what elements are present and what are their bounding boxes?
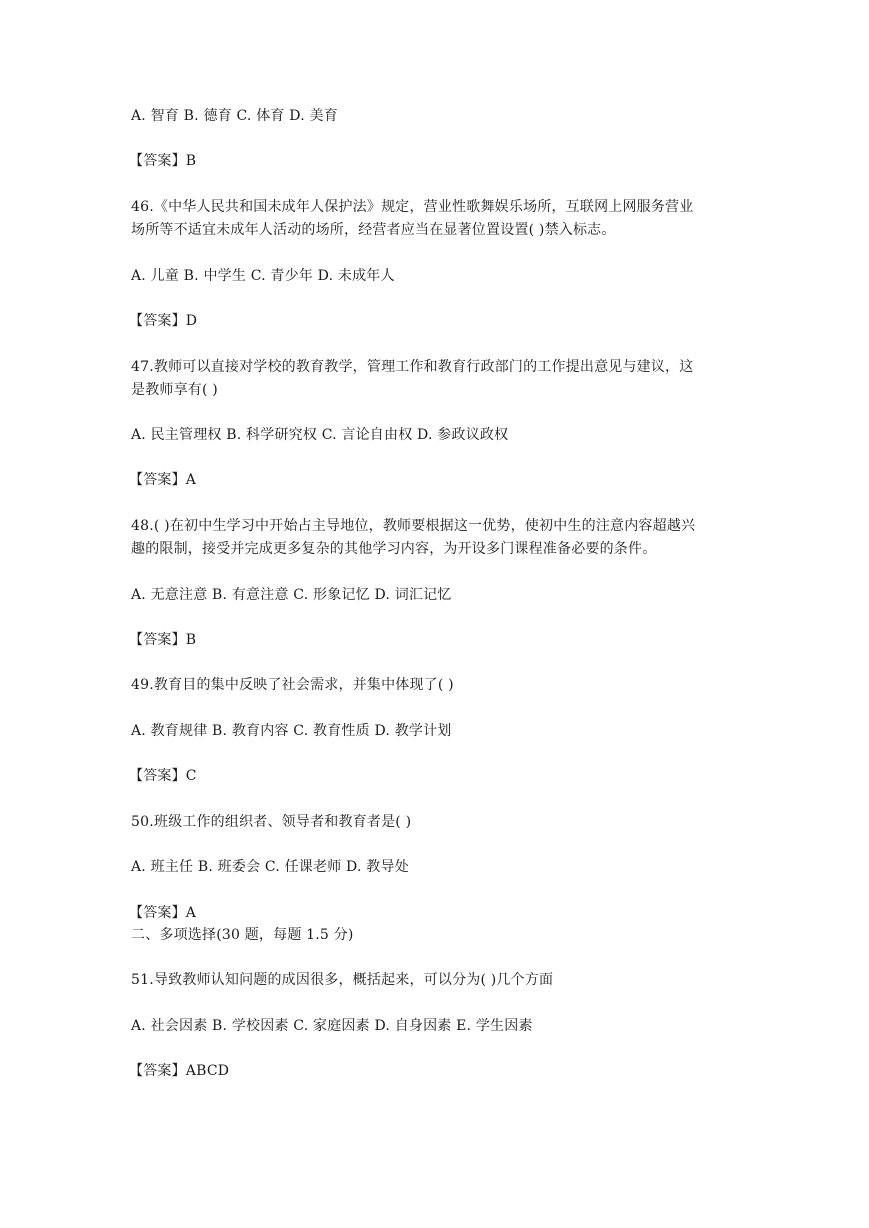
options-q49: A. 教育规律 B. 教育内容 C. 教育性质 D. 教学计划 [131,723,452,739]
answer-q49: 【答案】C [129,768,197,784]
question-47-line-2: 是教师享有( ) [131,382,218,398]
question-49: 49.教育目的集中反映了社会需求，并集中体现了( ) [131,677,454,693]
answer-q46: 【答案】D [129,313,198,329]
options-q50: A. 班主任 B. 班委会 C. 任课老师 D. 教导处 [131,859,409,875]
answer-q51: 【答案】ABCD [129,1063,230,1079]
options-q46: A. 儿童 B. 中学生 C. 青少年 D. 未成年人 [131,268,395,284]
question-50: 50.班级工作的组织者、领导者和教育者是( ) [131,814,412,830]
answer-q48: 【答案】B [129,632,197,648]
options-q45: A. 智育 B. 德育 C. 体育 D. 美育 [131,108,338,124]
answer-q45: 【答案】B [129,153,197,169]
question-48-line-2: 趣的限制，接受并完成更多复杂的其他学习内容，为开设多门课程准备必要的条件。 [131,541,657,557]
options-q48: A. 无意注意 B. 有意注意 C. 形象记忆 D. 词汇记忆 [131,587,452,603]
answer-q50: 【答案】A [129,905,197,921]
question-51: 51.导致教师认知问题的成因很多，概括起来，可以分为( )几个方面 [131,972,554,988]
question-46-line-1: 46.《中华人民共和国未成年人保护法》规定，营业性歌舞娱乐场所，互联网上网服务营业 [131,199,694,215]
options-q47: A. 民主管理权 B. 科学研究权 C. 言论自由权 D. 参政议政权 [131,427,509,443]
question-48-line-1: 48.( )在初中生学习中开始占主导地位，教师要根据这一优势，使初中生的注意内容超越兴 [131,518,696,534]
section-heading-multiple-choice: 二、多项选择(30 题，每题 1.5 分) [131,927,354,943]
answer-q47: 【答案】A [129,472,197,488]
options-q51: A. 社会因素 B. 学校因素 C. 家庭因素 D. 自身因素 E. 学生因素 [131,1018,533,1034]
question-46-line-2: 场所等不适宜未成年人活动的场所，经营者应当在显著位置设置( )禁入标志。 [131,222,616,238]
question-47-line-1: 47.教师可以直接对学校的教育教学，管理工作和教育行政部门的工作提出意见与建议，这 [131,359,694,375]
